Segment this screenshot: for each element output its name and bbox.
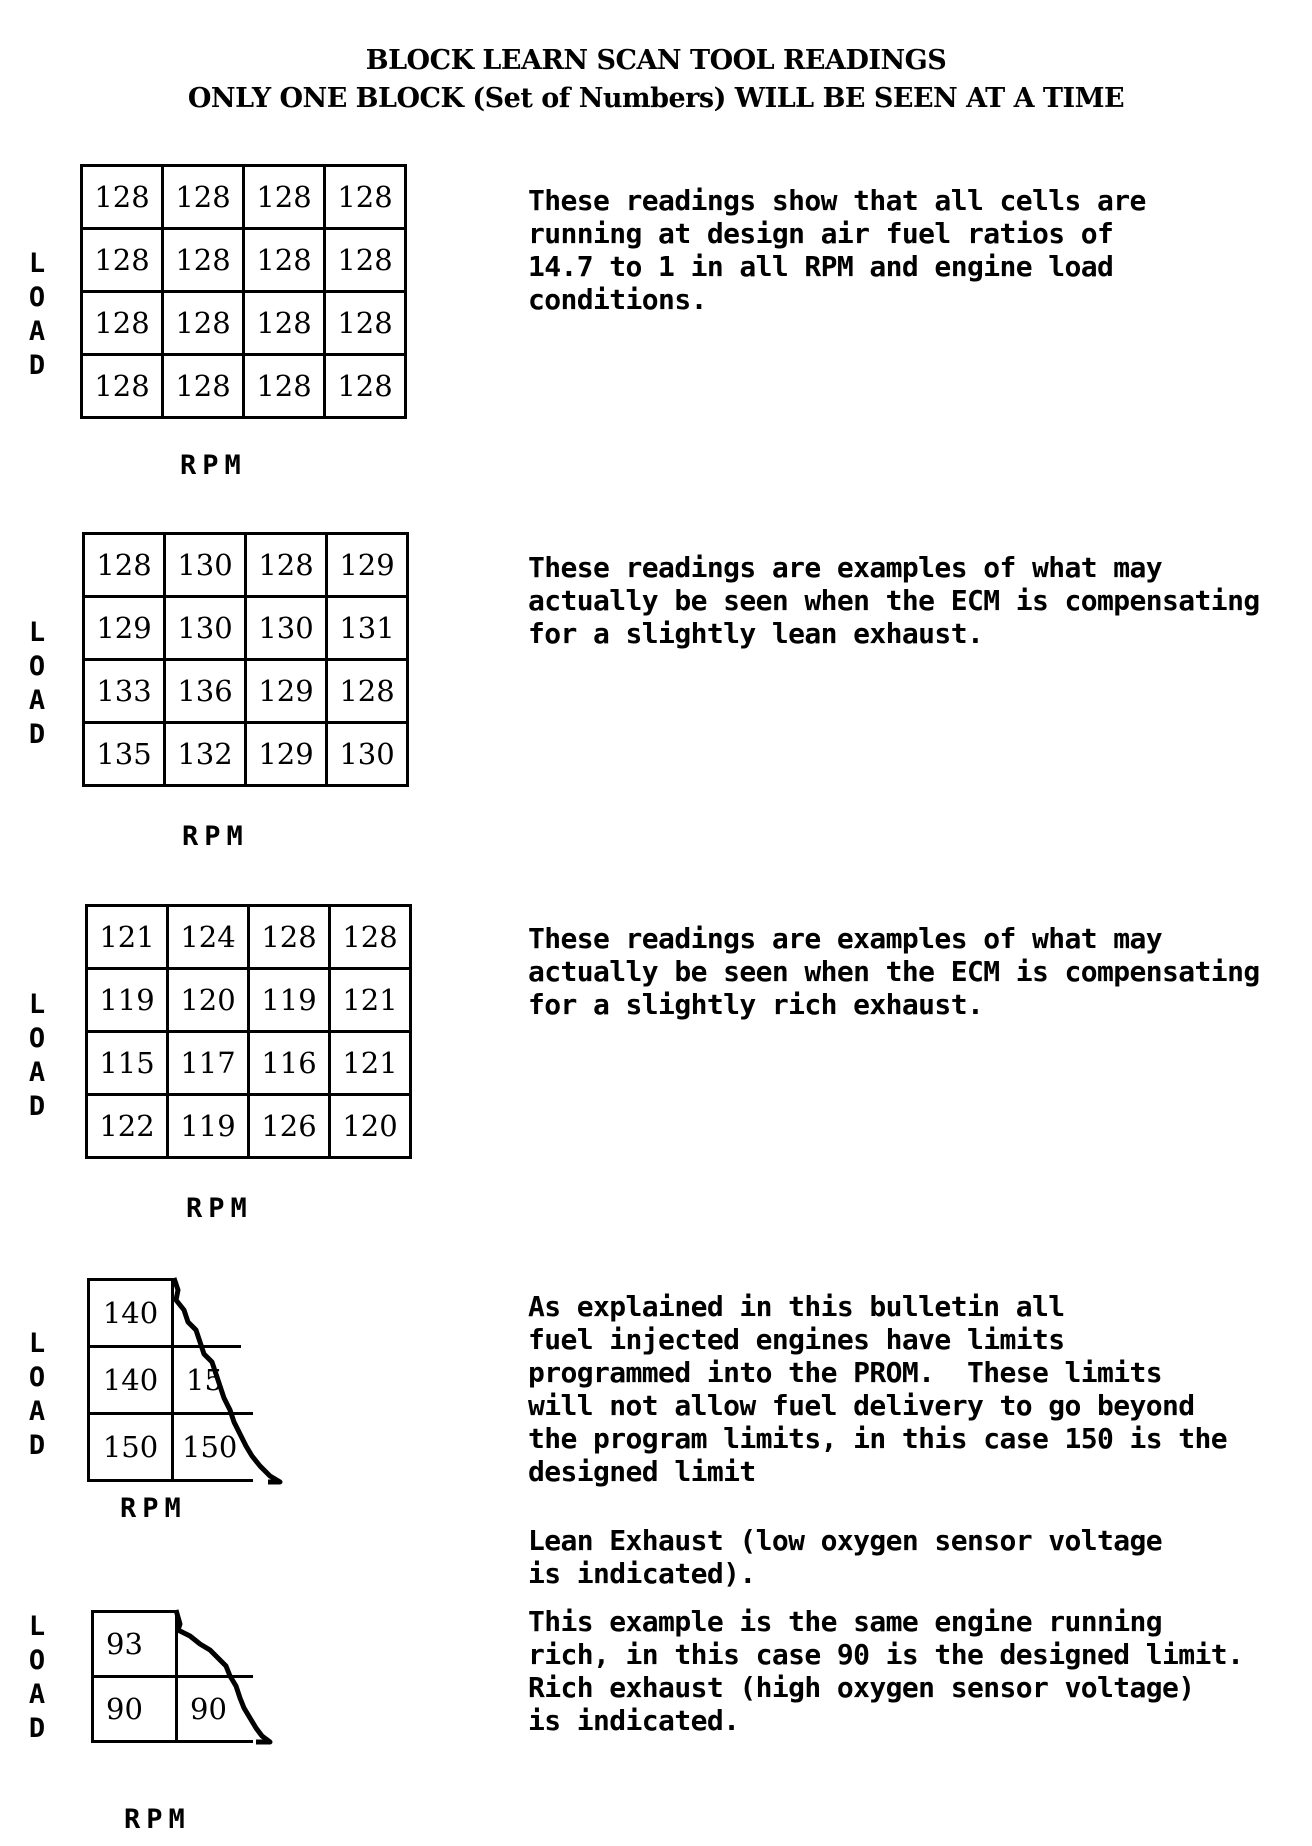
grid-cell: 93 [91, 1610, 178, 1678]
grid-cell: 140 [87, 1345, 174, 1415]
grid-cell: 150 [171, 1412, 253, 1482]
grid-cell: 119 [249, 969, 330, 1032]
grid-cell: 129 [327, 534, 408, 597]
rpm-axis-label: RPM [120, 1493, 187, 1524]
block-3-description: These readings are examples of what may actually be seen when the ECM is compensating for a slightly rich exhaust. [528, 922, 1260, 1021]
table-row [84, 660, 408, 723]
grid-cell: 128 [244, 166, 325, 229]
rpm-axis-label: RPM [180, 450, 247, 481]
block-learn-grid-3 [85, 904, 412, 1159]
table-row [87, 906, 411, 969]
grid-cell: 128 [82, 355, 163, 418]
torn-edge-path [174, 1278, 280, 1482]
torn-edge-line [170, 1600, 290, 1760]
load-axis-label: L O A D [28, 617, 46, 750]
table-row [82, 166, 406, 229]
grid-cell: 128 [244, 229, 325, 292]
grid-cell: 128 [84, 534, 165, 597]
table-row [87, 1032, 411, 1095]
grid-cell: 140 [87, 1278, 174, 1348]
load-axis-label: L O A D [28, 248, 46, 381]
table-row [82, 229, 406, 292]
grid-cell: 15 [171, 1345, 241, 1415]
grid-cell: 90 [175, 1675, 253, 1743]
table-row [84, 534, 408, 597]
table-row [84, 597, 408, 660]
block-4-note: Lean Exhaust (low oxygen sensor voltage is indicated). [528, 1524, 1163, 1590]
table-row [82, 292, 406, 355]
grid-cell: 129 [84, 597, 165, 660]
load-axis-label: L O A D [28, 989, 46, 1122]
grid-cell: 128 [325, 292, 406, 355]
torn-edge-line [160, 1270, 300, 1490]
grid-cell: 121 [87, 906, 168, 969]
grid-cell: 128 [244, 292, 325, 355]
grid-cell: 119 [168, 1095, 249, 1158]
grid-cell: 150 [87, 1412, 174, 1482]
grid-cell: 130 [246, 597, 327, 660]
grid-cell: 128 [82, 166, 163, 229]
grid-cell: 121 [330, 969, 411, 1032]
grid-cell: 128 [330, 906, 411, 969]
grid-cell: 116 [249, 1032, 330, 1095]
grid-cell: 128 [246, 534, 327, 597]
grid-cell: 128 [244, 355, 325, 418]
table-row [87, 1095, 411, 1158]
grid-cell: 128 [82, 292, 163, 355]
grid-cell: 130 [165, 534, 246, 597]
grid-cell: 133 [84, 660, 165, 723]
block-4-description: As explained in this bulletin all fuel injected engines have limits programmed into the PROM. These limits will not allow fuel delivery to go beyond the program limits, in this case 150 is the designed limit [528, 1290, 1228, 1488]
load-axis-label: L O A D [28, 1611, 46, 1744]
grid-cell: 122 [87, 1095, 168, 1158]
grid-cell: 117 [168, 1032, 249, 1095]
grid-cell: 120 [168, 969, 249, 1032]
table-row [87, 969, 411, 1032]
load-axis-label: L O A D [28, 1328, 46, 1461]
rpm-axis-label: RPM [124, 1804, 191, 1835]
block-learn-grid-1 [80, 164, 407, 419]
grid-cell: 115 [87, 1032, 168, 1095]
grid-cell: 126 [249, 1095, 330, 1158]
block-learn-grid-2 [82, 532, 409, 787]
grid-cell: 132 [165, 723, 246, 786]
rpm-axis-label: RPM [182, 821, 249, 852]
grid-cell: 128 [163, 229, 244, 292]
table-row [82, 355, 406, 418]
grid-cell: 128 [163, 355, 244, 418]
grid-cell: 128 [82, 229, 163, 292]
block-1-description: These readings show that all cells are running at design air fuel ratios of 14.7 to 1 in all RPM and engine load conditions. [528, 184, 1146, 316]
grid-cell: 136 [165, 660, 246, 723]
grid-cell: 90 [91, 1675, 178, 1743]
grid-cell: 121 [330, 1032, 411, 1095]
grid-cell: 128 [163, 166, 244, 229]
grid-cell: 129 [246, 660, 327, 723]
grid-cell: 131 [327, 597, 408, 660]
grid-cell: 128 [249, 906, 330, 969]
grid-cell: 120 [330, 1095, 411, 1158]
grid-cell: 135 [84, 723, 165, 786]
grid-cell: 128 [325, 229, 406, 292]
rpm-axis-label: RPM [186, 1193, 253, 1224]
grid-cell: 128 [325, 355, 406, 418]
table-row [84, 723, 408, 786]
grid-cell: 128 [327, 660, 408, 723]
grid-cell: 130 [327, 723, 408, 786]
page-title-line-1: BLOCK LEARN SCAN TOOL READINGS [365, 45, 947, 76]
grid-cell: 119 [87, 969, 168, 1032]
block-5-description: This example is the same engine running rich, in this case 90 is the designed limit. Rich exhaust (high oxygen sensor voltage) is indicated. [528, 1605, 1244, 1737]
torn-edge-path [176, 1610, 270, 1742]
block-2-description: These readings are examples of what may actually be seen when the ECM is compensating for a slightly lean exhaust. [528, 551, 1260, 650]
grid-cell: 128 [325, 166, 406, 229]
page-title-line-2: ONLY ONE BLOCK (Set of Numbers) WILL BE SEEN AT A TIME [187, 83, 1125, 114]
grid-cell: 124 [168, 906, 249, 969]
grid-cell: 128 [163, 292, 244, 355]
grid-cell: 129 [246, 723, 327, 786]
grid-cell: 130 [165, 597, 246, 660]
